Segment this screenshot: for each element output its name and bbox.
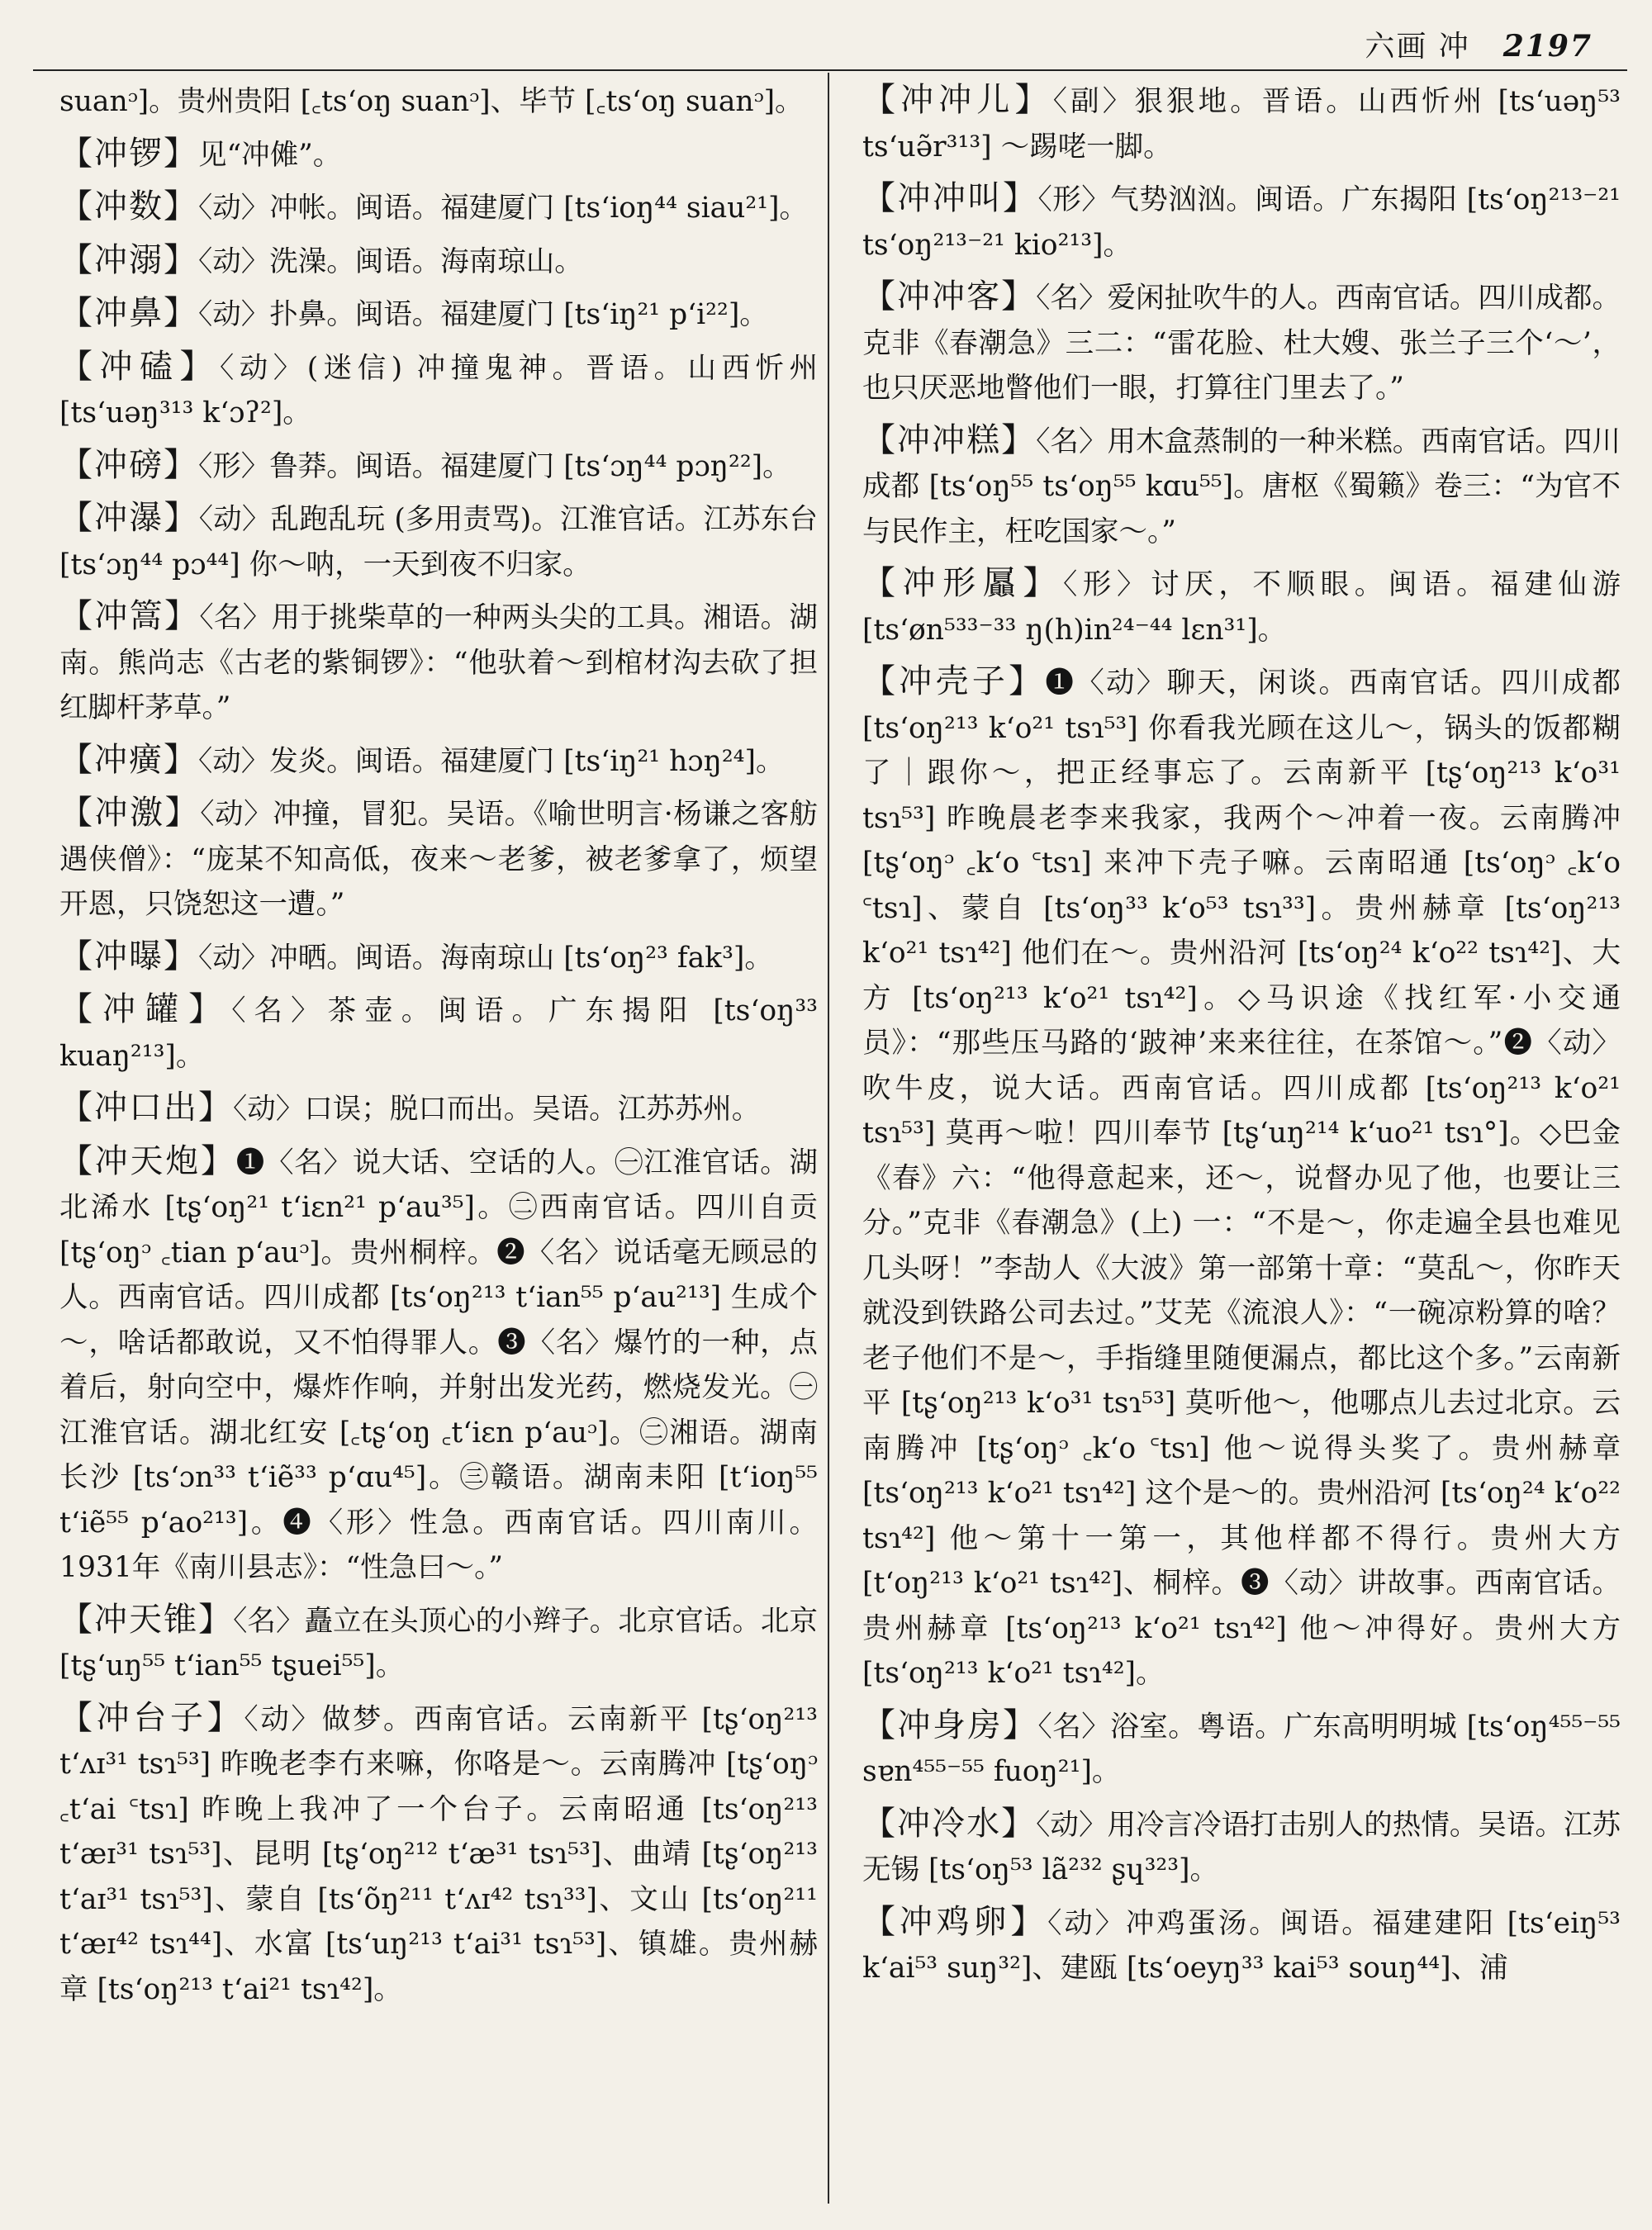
- dictionary-entry: [59, 1597, 818, 1689]
- entry-definition: 〈动〉做梦。西南官话。云南新平 [tʂʻoŋ²¹³ tʻʌɪ³¹ tsɿ⁵³] 昨晚老李冇来嘛，你咯是～。云南腾冲 [tʂʻoŋᵓ ꜀tʻai ꜂tsɿ] 昨晚上我冲了一个台子。云南昭通 [tsʻoŋ²¹³ tʻæɪ³¹ tsɿ⁵³]、昆明 [tʂʻoŋ²¹² tʻæ³¹ tsɿ⁵³]、曲靖 [tʂʻoŋ²¹³ tʻaɪ³¹ tsɿ⁵³]、蒙自 [tsʻõŋ²¹¹ tʻʌɪ⁴² tsɿ³³]、文山 [tsʻoŋ²¹¹ tʻæɪ⁴² tsɿ⁴⁴]、水富 [tsʻuŋ²¹³ tʻai³¹ tsɿ⁵³]、镇雄。贵州赫章 [tsʻoŋ²¹³ tʻai²¹ tsɿ⁴²]。: [59, 1702, 818, 2006]
- entry-definition: 〈动〉口误；脱口而出。吴语。江苏苏州。: [233, 1093, 761, 1126]
- dictionary-entry: [59, 344, 818, 436]
- dictionary-entry: [59, 496, 818, 587]
- entry-definition: 〈名〉茶壶。闽语。广东揭阳 [tsʻoŋ³³ kuaŋ²¹³]。: [59, 994, 818, 1073]
- entry-headword: 【冲冷水】: [862, 1804, 1037, 1843]
- entry-headword: 【冲瀑】: [59, 499, 199, 537]
- entry-headword: 【冲壳子】: [862, 662, 1046, 700]
- dictionary-entry: [59, 291, 818, 338]
- dictionary-entry: [59, 987, 818, 1079]
- dictionary-entry: [59, 131, 818, 178]
- dictionary-entry: [862, 1703, 1621, 1795]
- entry-definition: 〈名〉浴室。粤语。广东高明明城 [tsʻoŋ⁴⁵⁵⁻⁵⁵ sɐn⁴⁵⁵⁻⁵⁵ fuoŋ²¹]。: [862, 1710, 1621, 1788]
- entry-definition: ❶〈名〉说大话、空话的人。㊀江淮官话。湖北浠水 [tʂʻoŋ²¹ tʻiɛn²¹ pʻau³⁵]。㊁西南官话。四川自贡 [tʂʻoŋᵓ ꜀tian pʻauᵓ]。贵州桐梓。❷〈名〉说话毫无顾忌的人。西南官话。四川成都 [tsʻoŋ²¹³ tʻian⁵⁵ pʻau²¹³] 生成个～，啥话都敢说，又不怕得罪人。❸〈名〉爆竹的一种，点着后，射向空中，爆炸作响，并射出发光药，燃烧发光。㊀江淮官话。湖北红安 [꜀tʂʻoŋ ꜀tʻiɛn pʻauᵓ]。㊁湘语。湖南长沙 [tsʻɔn³³ tʻiẽ³³ pʻɑu⁴⁵]。㊂赣语。湖南耒阳 [tʻioŋ⁵⁵ tʻiẽ⁵⁵ pʻao²¹³]。❹〈形〉性急。西南官话。四川南川。1931年《南川县志》：“性急曰～。”: [59, 1146, 818, 1584]
- entry-definition: 〈副〉狠狠地。晋语。山西忻州 [tsʻuəŋ⁵³ tsʻuə̃r³¹³] ～踢咾一脚。: [862, 85, 1621, 164]
- entry-definition: 〈动〉冲帐。闽语。福建厦门 [tsʻioŋ⁴⁴ siau²¹]。: [198, 192, 809, 225]
- dictionary-entry: [59, 1085, 818, 1132]
- entry-headword: 【冲形屭】: [862, 564, 1064, 602]
- entry-definition: 〈名〉爱闲扯吹牛的人。西南官话。四川成都。克非《春潮急》三二：“雷花脸、杜大嫂、张兰子三个‘～’，也只厌恶地瞥他们一眼，打算往门里去了。”: [862, 282, 1621, 405]
- entry-headword: 【冲天锥】: [59, 1600, 234, 1639]
- dictionary-entry: [59, 78, 818, 125]
- dictionary-entry: [862, 78, 1621, 169]
- dictionary-entry: [862, 418, 1621, 555]
- dictionary-entry: [59, 934, 818, 981]
- entry-headword: 【冲癀】: [59, 740, 198, 779]
- dictionary-entry: [59, 1696, 818, 2013]
- entry-headword: 【冲罐】: [59, 990, 232, 1028]
- entry-definition: 〈动〉冲撞，冒犯。吴语。《喻世明言·杨谦之客舫遇侠僧》：“庞某不知高低，夜来～老爹，被老爹拿了，烦望开恩，只饶恕这一遭。”: [59, 798, 819, 921]
- section-label: 六画 冲: [1365, 30, 1470, 64]
- entry-definition: suanᵓ]。贵州贵阳 [꜀tsʻoŋ suanᵓ]、毕节 [꜀tsʻoŋ suanᵓ]。: [59, 85, 804, 118]
- dictionary-entry: [59, 184, 818, 231]
- entry-definition: 〈动〉乱跑乱玩 (多用责骂)。江淮官话。江苏东台 [tsʻɔŋ⁴⁴ pɔ⁴⁴] 你～呐，一天到夜不归家。: [59, 503, 819, 581]
- entry-headword: 【冲身房】: [862, 1706, 1038, 1744]
- right-column: [862, 78, 1621, 1998]
- dictionary-entry: [59, 738, 818, 785]
- page-number: 2197: [1502, 29, 1593, 64]
- dictionary-entry: [862, 1900, 1621, 1991]
- header-rule: [33, 69, 1627, 71]
- entry-headword: 【冲锣】: [59, 134, 198, 173]
- entry-definition: 〈动〉扑鼻。闽语。福建厦门 [tsʻiŋ²¹ pʻi²²]。: [198, 298, 768, 331]
- entry-definition: 〈名〉用于挑柴草的一种两头尖的工具。湘语。湖南。熊尚志《古老的紫铜锣》：“他驮着～到棺材沟去砍了担红脚杆茅草。”: [59, 601, 819, 724]
- entry-headword: 【冲鸡卵】: [862, 1902, 1048, 1941]
- entry-headword: 【冲冲客】: [862, 278, 1037, 316]
- page-header: [1365, 23, 1593, 65]
- entry-headword: 【冲数】: [59, 187, 198, 225]
- entry-headword: 【冲鼻】: [59, 294, 198, 332]
- entry-definition: 〈名〉矗立在头顶心的小辫子。北京官话。北京 [tʂʻuŋ⁵⁵ tʻian⁵⁵ tʂuei⁵⁵]。: [59, 1604, 819, 1682]
- entry-headword: 【冲冲儿】: [862, 81, 1053, 119]
- entry-headword: 【冲篙】: [59, 597, 200, 635]
- entry-definition: 〈动〉(迷信) 冲撞鬼神。晋语。山西忻州 [tsʻuəŋ³¹³ kʻɔʔ²]。: [59, 351, 819, 429]
- entry-definition: 〈名〉用木盒蒸制的一种米糕。西南官话。四川成都 [tsʻoŋ⁵⁵ tsʻoŋ⁵⁵ kɑu⁵⁵]。唐枢《蜀籁》卷三：“为官不与民作主，枉吃国家～。”: [862, 425, 1621, 548]
- entry-headword: 【冲溺】: [59, 240, 198, 279]
- column-divider: [828, 73, 829, 2204]
- dictionary-entry: [59, 594, 818, 731]
- entry-definition: 〈形〉鲁莽。闽语。福建厦门 [tsʻɔŋ⁴⁴ pɔŋ²²]。: [198, 449, 791, 483]
- dictionary-entry: [59, 238, 818, 285]
- entry-definition: 〈动〉冲晒。闽语。海南琼山 [tsʻoŋ²³ fak³]。: [198, 941, 773, 975]
- entry-definition: 〈动〉冲鸡蛋汤。闽语。福建建阳 [tsʻeiŋ⁵³ kʻai⁵³ suŋ³²]、建瓯 [tsʻoeyŋ³³ kai⁵³ souŋ⁴⁴]、浦: [862, 1906, 1621, 1985]
- entry-headword: 【冲磅】: [59, 445, 198, 484]
- entry-definition: 见“冲傩”。: [198, 138, 342, 172]
- entry-headword: 【冲冲糕】: [862, 420, 1037, 459]
- dictionary-entry: [59, 1139, 818, 1591]
- entry-headword: 【冲曝】: [59, 937, 198, 975]
- entry-headword: 【冲口出】: [59, 1089, 233, 1127]
- entry-definition: 〈动〉洗澡。闽语。海南琼山。: [198, 244, 583, 278]
- entry-definition: 〈动〉发炎。闽语。福建厦门 [tsʻiŋ²¹ hɔŋ²⁴]。: [198, 744, 785, 778]
- entry-headword: 【冲天炮】: [59, 1141, 236, 1180]
- dictionary-entry: [862, 659, 1621, 1696]
- entry-headword: 【冲激】: [59, 794, 201, 832]
- dictionary-entry: [862, 176, 1621, 268]
- entry-definition: 〈形〉讨厌，不顺眼。闽语。福建仙游 [tsʻøn⁵³³⁻³³ ŋ(h)in²⁴⁻⁴⁴ lɛn³¹]。: [862, 568, 1621, 647]
- entry-definition: ❶〈动〉聊天，闲谈。西南官话。四川成都 [tsʻoŋ²¹³ kʻo²¹ tsɿ⁵³] 你看我光顾在这儿～，锅头的饭都糊了｜跟你～，把正经事忘了。云南新平 [tʂʻoŋ²¹³ kʻo³¹ tsɿ⁵³] 昨晚晨老李来我家，我两个～冲着一夜。云南腾冲 [tʂʻoŋᵓ ꜀kʻo ꜂tsɿ] 来冲下壳子嘛。云南昭通 [tsʻoŋᵓ ꜀kʻo ꜂tsɿ]、蒙自 [tsʻoŋ³³ kʻo⁵³ tsɿ³³]。贵州赫章 [tsʻoŋ²¹³ kʻo²¹ tsɿ⁴²] 他们在～。贵州沿河 [tsʻoŋ²⁴ kʻo²² tsɿ⁴²]、大方 [tsʻoŋ²¹³ kʻo²¹ tsɿ⁴²]。◇马识途《找红军·小交通员》：“那些压马路的‘跛神’来来往往，在茶馆～。”❷〈动〉吹牛皮，说大话。西南官话。四川成都 [tsʻoŋ²¹³ kʻo²¹ tsɿ⁵³] 莫再～啦！四川奉节 [tʂʻuŋ²¹⁴ kʻuo²¹ tsɿ°]。◇巴金《春》六：“他得意起来，还～，说督办见了他，也要让三分。”克非《春潮急》(上) 一：“不是～，你走遍全县也难见几头呀！”李劼人《大波》第一部第十章：“莫乱～，你昨天就没到铁路公司去过。”艾芜《流浪人》：“一碗凉粉算的啥？老子他们不是～，手指缝里随便漏点，都比这个多。”云南新平 [tʂʻoŋ²¹³ kʻo³¹ tsɿ⁵³] 莫听他～，他哪点儿去过北京。云南腾冲 [tʂʻoŋᵓ ꜀kʻo ꜂tsɿ] 他～说得头奖了。贵州赫章 [tsʻoŋ²¹³ kʻo²¹ tsɿ⁴²] 这个是～的。贵州沿河 [tsʻoŋ²⁴ kʻo²² tsɿ⁴²] 他～第十一第一，其他样都不得行。贵州大方 [tʻoŋ²¹³ kʻo²¹ tsɿ⁴²]、桐梓。❸〈动〉讲故事。西南官话。贵州赫章 [tsʻoŋ²¹³ kʻo²¹ tsɿ⁴²] 他～冲得好。贵州大方 [tsʻoŋ²¹³ kʻo²¹ tsɿ⁴²]。: [862, 667, 1621, 1690]
- entry-headword: 【冲冲叫】: [862, 179, 1038, 217]
- entry-headword: 【冲磕】: [59, 347, 220, 386]
- dictionary-entry: [862, 274, 1621, 411]
- dictionary-entry: [59, 443, 818, 490]
- entry-definition: 〈形〉气势汹汹。闽语。广东揭阳 [tsʻoŋ²¹³⁻²¹ tsʻoŋ²¹³⁻²¹ kio²¹³]。: [862, 183, 1621, 262]
- dictionary-entry: [862, 1801, 1621, 1893]
- entry-headword: 【冲台子】: [59, 1698, 244, 1737]
- dictionary-entry: [862, 561, 1621, 652]
- dictionary-entry: [59, 790, 818, 928]
- left-column: [59, 78, 818, 2019]
- entry-definition: 〈动〉用冷言冷语打击别人的热情。吴语。江苏无锡 [tsʻoŋ⁵³ lã²³² ʂɥ³²³]。: [862, 1808, 1621, 1886]
